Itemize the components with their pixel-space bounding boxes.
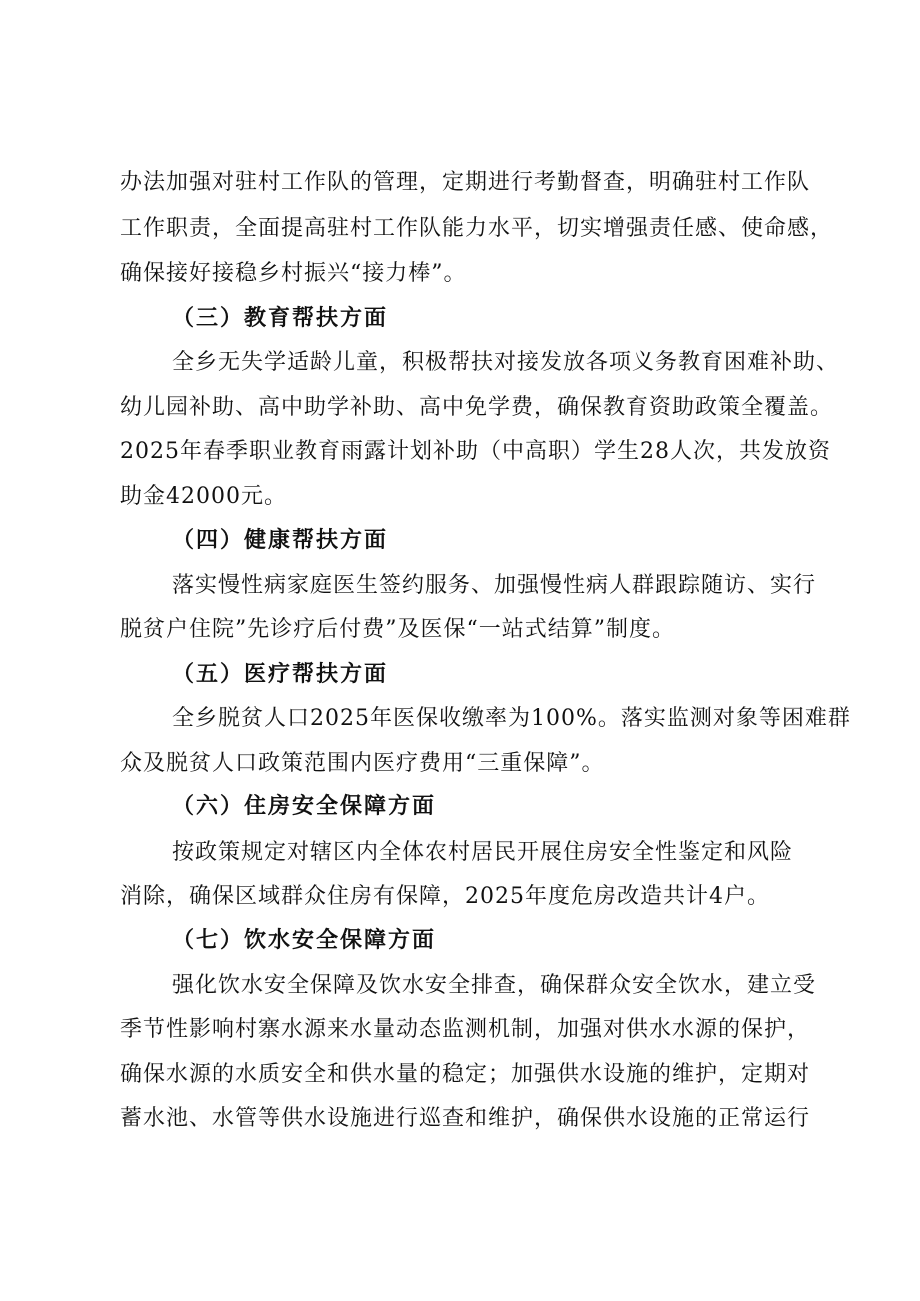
paragraph-line: 确保接好接稳乡村振兴“接力棒”。 <box>120 261 467 286</box>
paragraph-line: 工作职责，全面提高驻村工作队能力水平，切实增强责任感、使命感， <box>120 216 834 241</box>
paragraph-line: 脱贫户住院”先诊疗后付费”及医保“一站式结算”制度。 <box>120 617 675 642</box>
paragraph-line: 季节性影响村寨水源来水量动态监测机制，加强对供水水源的保护， <box>120 1017 811 1042</box>
paragraph-line: 办法加强对驻村工作队的管理，定期进行考勤督查，明确驻村工作队 <box>120 170 811 195</box>
section-heading: （五）医疗帮扶方面 <box>172 662 389 687</box>
paragraph-line: 强化饮水安全保障及饮水安全排查，确保群众安全饮水，建立受 <box>172 973 817 998</box>
paragraph-line: 消除，确保区域群众住房有保障，2025年度危房改造共计4户。 <box>120 884 770 909</box>
paragraph-line: 众及脱贫人口政策范围内医疗费用“三重保障”。 <box>120 751 605 776</box>
paragraph-line: 蓄水池、水管等供水设施进行巡查和维护，确保供水设施的正常运行 <box>120 1106 811 1131</box>
section-heading: （七）饮水安全保障方面 <box>172 928 437 953</box>
paragraph-line: 确保水源的水质安全和供水量的稳定；加强供水设施的维护，定期对 <box>120 1062 811 1087</box>
section-heading: （六）住房安全保障方面 <box>172 794 437 819</box>
paragraph-line: 幼儿园补助、高中助学补助、高中免学费，确保教育资助政策全覆盖。 <box>120 395 834 420</box>
section-heading: （四）健康帮扶方面 <box>172 528 389 553</box>
paragraph-line: 全乡无失学适龄儿童，积极帮扶对接发放各项义务教育困难补助、 <box>172 350 840 375</box>
paragraph-line: 按政策规定对辖区内全体农村居民开展住房安全性鉴定和风险 <box>172 840 794 865</box>
paragraph-line: 2025年春季职业教育雨露计划补助（中高职）学生28人次，共发放资 <box>120 439 831 464</box>
paragraph-line: 助金42000元。 <box>120 484 287 509</box>
paragraph-line: 落实慢性病家庭医生签约服务、加强慢性病人群跟踪随访、实行 <box>172 573 817 598</box>
paragraph-line: 全乡脱贫人口2025年医保收缴率为100%。落实监测对象等困难群 <box>172 706 851 731</box>
section-heading: （三）教育帮扶方面 <box>172 306 389 331</box>
